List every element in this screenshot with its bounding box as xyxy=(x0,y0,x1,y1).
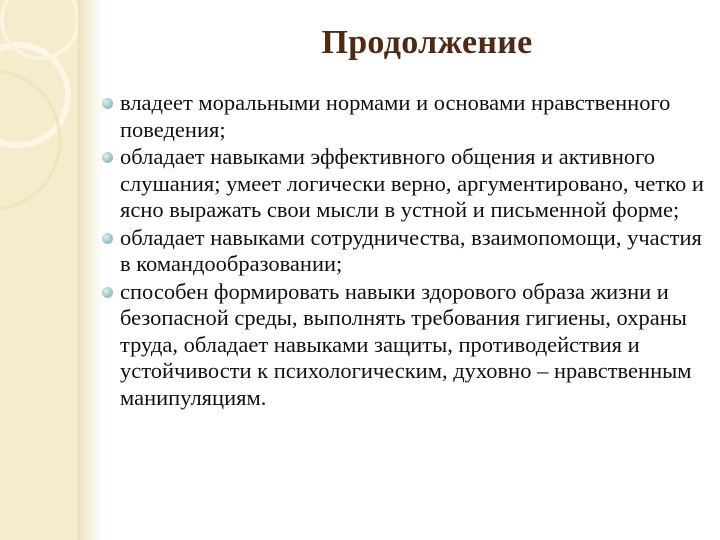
bullet-item-1 xyxy=(100,90,714,143)
decorative-side-panel xyxy=(0,0,78,540)
bullet-item-2 xyxy=(100,144,714,224)
slide-title: Продолжение xyxy=(321,24,533,61)
bullet-icon xyxy=(102,98,113,109)
bullet-text: способен формировать навыки здорового образа жизни и безопасной среды, выполнять требования гигиены, охраны труда, обладает навыками защиты, противодействия и устойчивости к психологическим, духовно – нравственным манипуляциям. xyxy=(120,278,692,410)
bullet-text: обладает навыками эффективного общения и активного слушания; умеет логически верно, аргументировано, четко и ясно выражать свои мысли в устной и письменной форме; xyxy=(120,144,704,222)
bullet-icon xyxy=(102,287,113,298)
bullet-item-3 xyxy=(100,225,714,278)
bullet-icon xyxy=(102,152,113,163)
bullet-icon xyxy=(102,233,113,244)
bullet-text: владеет моральными нормами и основами нравственного поведения; xyxy=(120,90,671,142)
bullet-text: обладает навыками сотрудничества, взаимопомощи, участия в командообразовании; xyxy=(120,224,702,276)
bullet-list xyxy=(100,90,714,411)
decorative-circles xyxy=(0,0,78,540)
bullet-item-4 xyxy=(100,279,714,412)
